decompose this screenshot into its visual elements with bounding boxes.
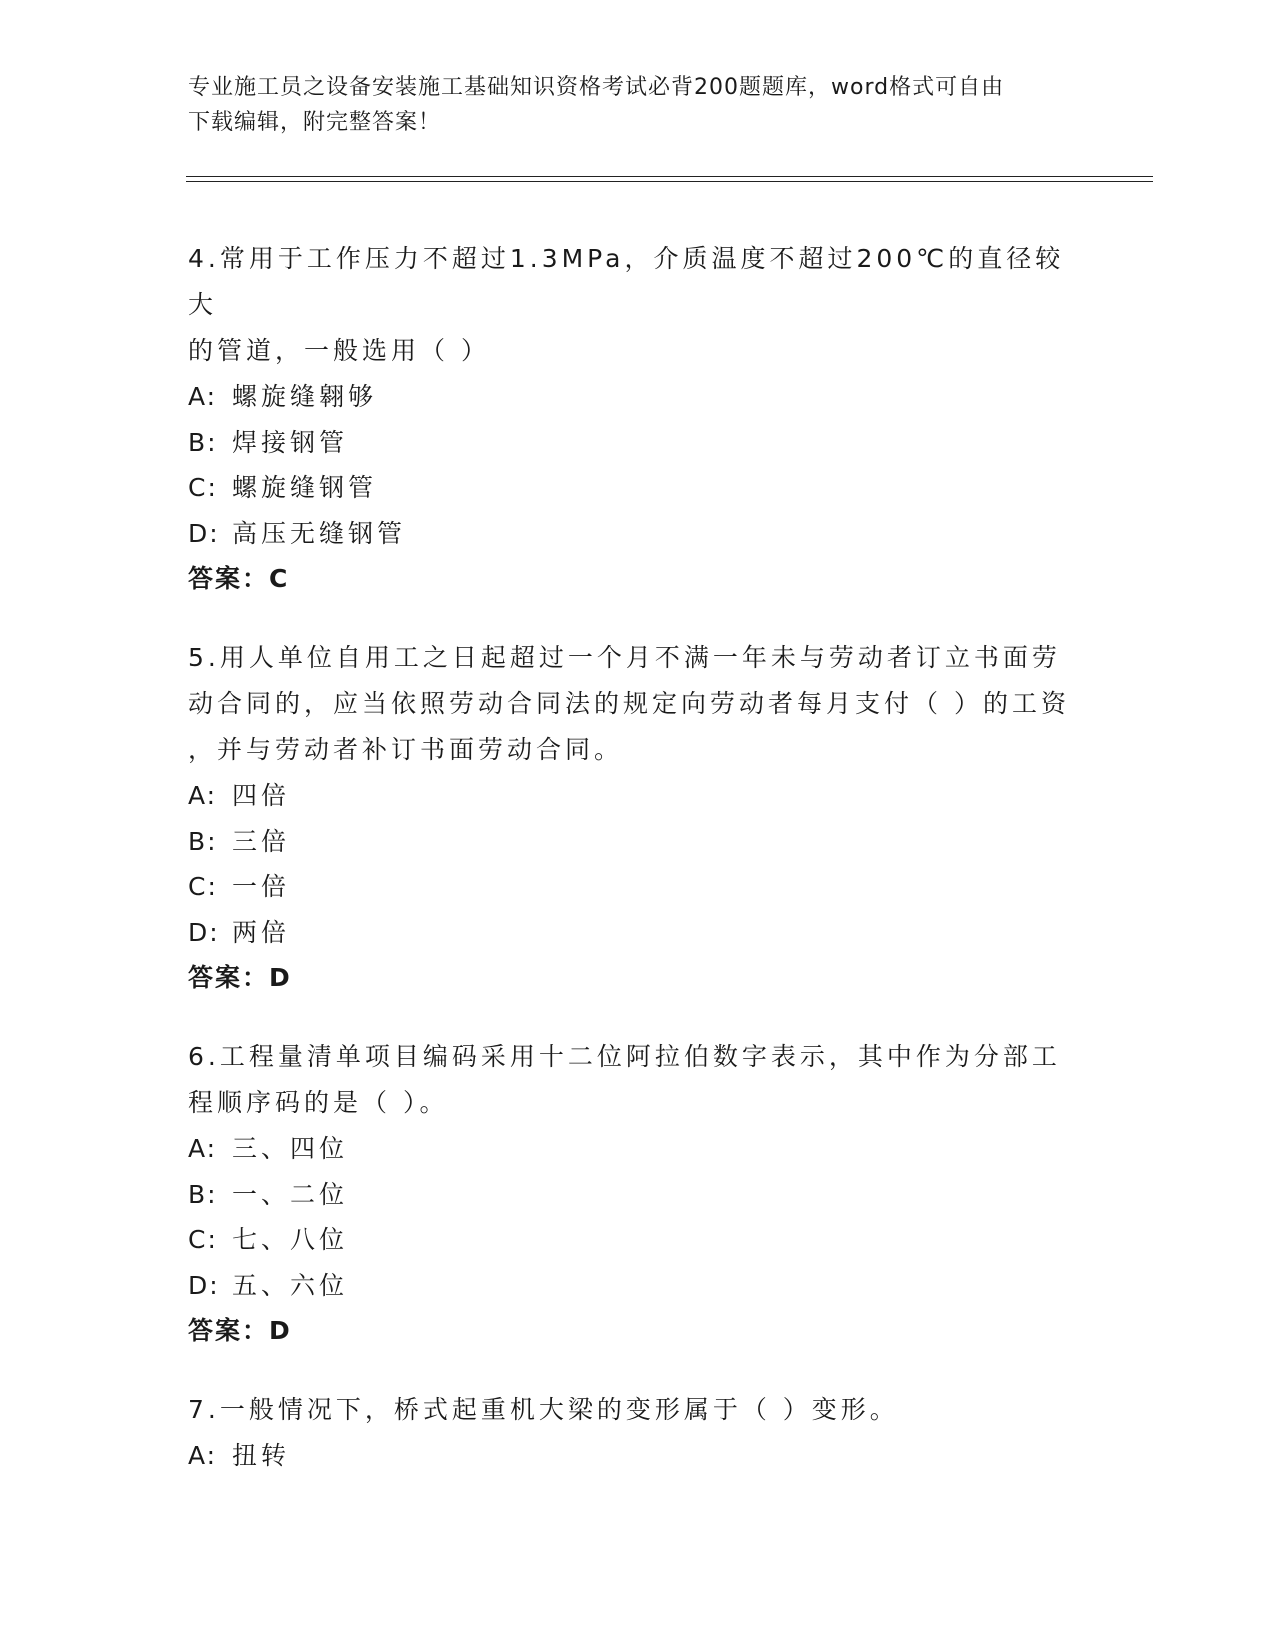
question-stem xyxy=(188,635,1088,773)
document-header xyxy=(188,70,1078,140)
question-6 xyxy=(188,1034,1088,1353)
question-stem xyxy=(188,1387,1088,1433)
option-b xyxy=(188,1172,1088,1218)
option-text: 扭转 xyxy=(232,1441,291,1470)
option-text: 高压无缝钢管 xyxy=(232,518,407,548)
option-letter: D: xyxy=(188,518,220,548)
option-text: 四倍 xyxy=(232,781,291,810)
option-letter: A: xyxy=(188,1134,218,1163)
option-text: 五、六位 xyxy=(232,1270,349,1300)
header-title-line-2: 下载编辑，附完整答案！ xyxy=(188,110,442,135)
option-list xyxy=(188,1126,1088,1308)
answer-label: 答案：D xyxy=(188,963,292,992)
header-divider-top xyxy=(186,176,1153,177)
option-c xyxy=(188,1217,1088,1263)
option-list xyxy=(188,374,1088,556)
stem-line: 7.一般情况下，桥式起重机大梁的变形属于（ ）变形。 xyxy=(188,1395,899,1424)
question-5 xyxy=(188,635,1088,1000)
option-text: 一、二位 xyxy=(232,1179,349,1209)
header-title-line-1: 专业施工员之设备安装施工基础知识资格考试必背200题题库，word格式可自由 xyxy=(188,75,1005,100)
option-text: 焊接钢管 xyxy=(232,427,349,457)
stem-line: 6.工程量清单项目编码采用十二位阿拉伯数字表示，其中作为分部工 xyxy=(188,1042,1061,1071)
option-text: 七、八位 xyxy=(232,1225,349,1254)
option-text: 螺旋缝钢管 xyxy=(232,473,378,502)
option-c xyxy=(188,465,1088,511)
question-stem xyxy=(188,1034,1088,1126)
option-letter: A: xyxy=(188,781,218,810)
option-d xyxy=(188,511,1088,557)
option-a xyxy=(188,773,1088,819)
answer-label: 答案：D xyxy=(188,1316,292,1345)
stem-line: ，并与劳动者补订书面劳动合同。 xyxy=(188,735,624,764)
question-stem xyxy=(188,236,1088,374)
option-b xyxy=(188,819,1088,865)
question-list xyxy=(188,236,1088,1513)
option-d xyxy=(188,1263,1088,1309)
option-text: 螺旋缝翱够 xyxy=(232,382,378,411)
option-letter: D: xyxy=(188,1270,220,1300)
option-list xyxy=(188,773,1088,955)
stem-line: 的管道，一般选用（ ） xyxy=(188,336,490,365)
option-letter: B: xyxy=(188,1179,218,1209)
option-letter: A: xyxy=(188,1441,218,1470)
option-letter: C: xyxy=(188,473,218,502)
option-c xyxy=(188,864,1088,910)
option-a xyxy=(188,374,1088,420)
answer-label: 答案：C xyxy=(188,564,290,593)
stem-line: 5.用人单位自用工之日起超过一个月不满一年未与劳动者订立书面劳 xyxy=(188,643,1061,672)
option-letter: C: xyxy=(188,872,218,901)
question-4 xyxy=(188,236,1088,601)
option-text: 两倍 xyxy=(232,917,291,947)
option-d xyxy=(188,910,1088,956)
stem-line: 动合同的，应当依照劳动合同法的规定向劳动者每月支付（ ）的工资 xyxy=(188,689,1070,718)
option-a xyxy=(188,1433,1088,1479)
option-letter: C: xyxy=(188,1225,218,1254)
option-letter: A: xyxy=(188,382,218,411)
option-text: 三倍 xyxy=(232,826,291,856)
option-a xyxy=(188,1126,1088,1172)
stem-line: 4.常用于工作压力不超过1.3MPa，介质温度不超过200℃的直径较大 xyxy=(188,244,1065,319)
header-divider-bottom xyxy=(186,181,1153,182)
option-text: 一倍 xyxy=(232,872,291,901)
option-b xyxy=(188,420,1088,466)
question-7 xyxy=(188,1387,1088,1479)
option-letter: B: xyxy=(188,826,218,856)
option-letter: D: xyxy=(188,917,220,947)
option-letter: B: xyxy=(188,427,218,457)
stem-line: 程顺序码的是（ ）。 xyxy=(188,1088,449,1117)
option-list xyxy=(188,1433,1088,1479)
option-text: 三、四位 xyxy=(232,1134,349,1163)
